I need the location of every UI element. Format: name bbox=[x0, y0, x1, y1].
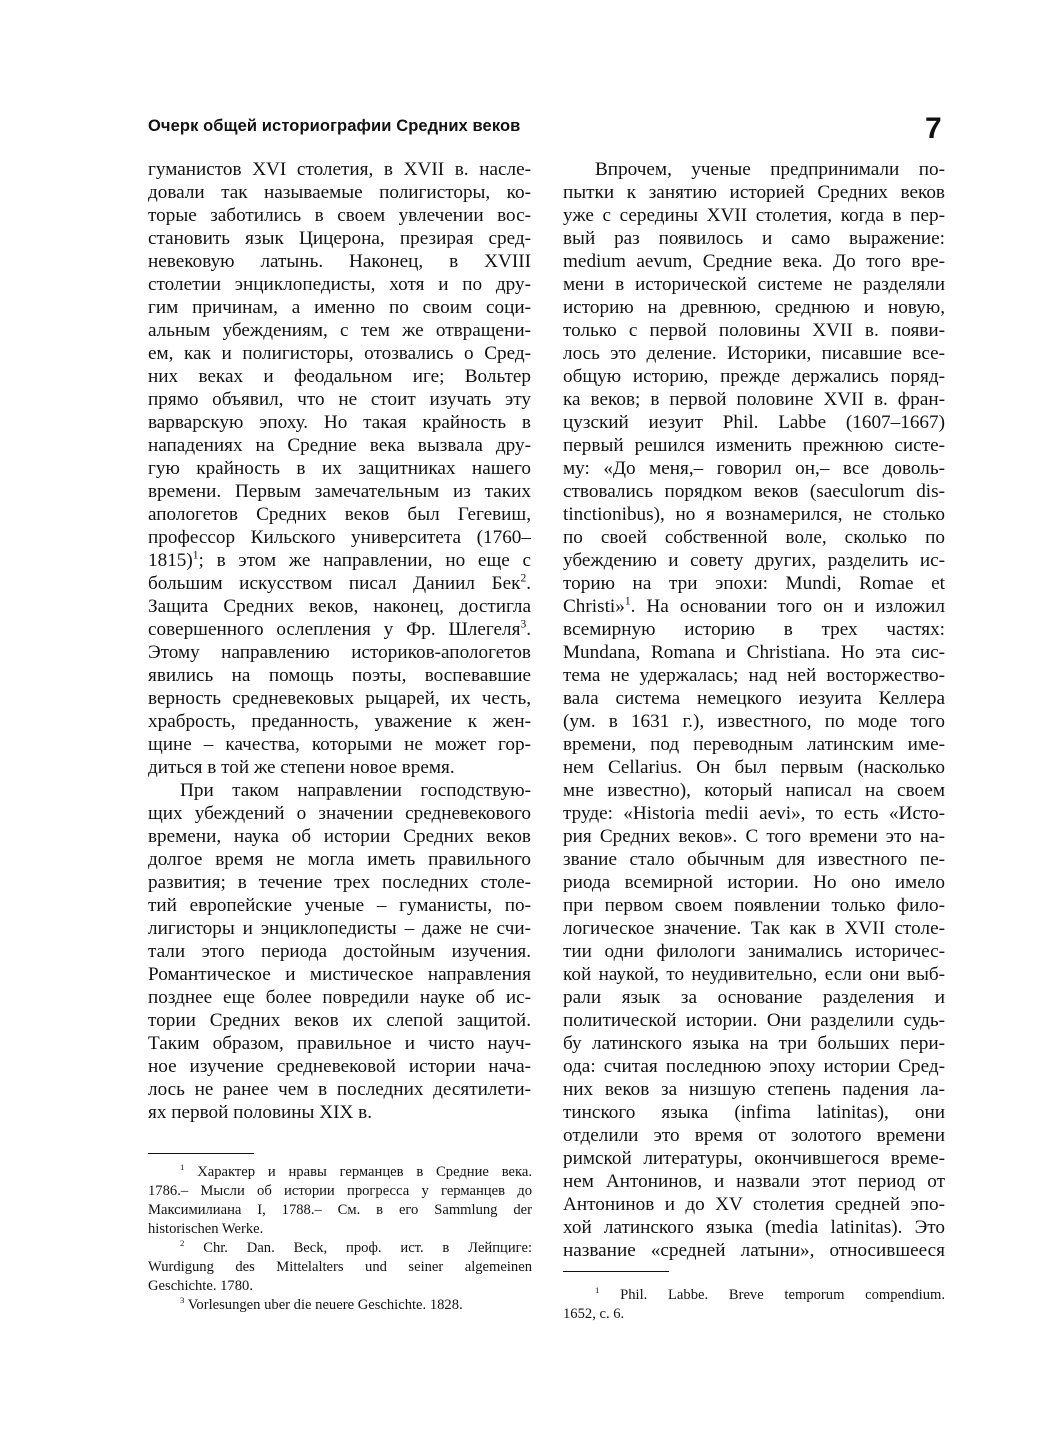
right-column-line bbox=[563, 871, 945, 894]
footnote-marker: 1 bbox=[180, 1162, 185, 1173]
right-column-line bbox=[563, 181, 945, 204]
line-text: политической истории. Они разделили судь- bbox=[563, 1010, 945, 1031]
right-column-line bbox=[563, 457, 945, 480]
running-header-title: Очерк общей историографии Средних веков bbox=[148, 117, 521, 135]
right-column-line bbox=[563, 917, 945, 940]
left-column-line bbox=[148, 549, 531, 572]
right-column-line bbox=[563, 480, 945, 503]
line-text: только с первой половины XVII в. появи- bbox=[563, 320, 945, 341]
left-column-line bbox=[148, 779, 531, 802]
line-text: рали язык за основание разделения и bbox=[563, 987, 945, 1008]
left-column-line bbox=[148, 273, 531, 296]
right-column-line bbox=[563, 1170, 945, 1193]
left-column-line bbox=[148, 802, 531, 825]
line-text: пытки к занятию историей Средних веков bbox=[563, 182, 945, 203]
footnote-marker: 2 bbox=[180, 1238, 185, 1249]
line-text: апологетов Средних веков был Гегевиш, bbox=[148, 504, 531, 525]
line-text: щих убеждений о значении средневекового bbox=[148, 803, 531, 824]
line-text: довали так называемые полигисторы, ко- bbox=[148, 182, 531, 203]
line-text: тории Средних веков их слепой защитой. bbox=[148, 1010, 531, 1031]
right-column-line bbox=[563, 1101, 945, 1124]
left-column-line bbox=[148, 296, 531, 319]
left-column-line bbox=[148, 204, 531, 227]
left-column-line bbox=[148, 756, 531, 779]
line-text: первый решился изменить прежнюю систе- bbox=[563, 435, 945, 456]
right-column-line bbox=[563, 204, 945, 227]
right-column-line bbox=[563, 963, 945, 986]
line-text: становить язык Цицерона, презирая сред- bbox=[148, 228, 531, 249]
line-text: ем, как и полигисторы, отозвались о Сред- bbox=[148, 343, 531, 364]
right-column-line bbox=[563, 848, 945, 871]
line-text: варварскую эпоху. Но такая крайность в bbox=[148, 412, 531, 433]
line-text: развития; в течение трех последних столе- bbox=[148, 872, 531, 893]
line-text: позднее еще более повредили науке об ис- bbox=[148, 987, 531, 1008]
line-text: Впрочем, ученые предпринимали по- bbox=[595, 159, 945, 180]
line-text-continued: Chr. Dan. Beck, проф. ист. в Лейпциге: bbox=[184, 1240, 532, 1256]
right-column-line bbox=[563, 1032, 945, 1055]
line-text: Романтическое и мистическое направления bbox=[148, 964, 531, 985]
right-column-line bbox=[563, 710, 945, 733]
right-column-line bbox=[563, 1216, 945, 1239]
line-text: риода всемирной истории. Но оно имело bbox=[563, 872, 945, 893]
right-column-line bbox=[563, 296, 945, 319]
left-column-line bbox=[148, 227, 531, 250]
line-text: альным убеждениям, с тем же отвращени- bbox=[148, 320, 531, 341]
line-text: (ум. в 1631 г.), известного, по моде того bbox=[563, 711, 945, 732]
line-text-continued: . bbox=[526, 573, 531, 594]
left-column-line bbox=[148, 595, 531, 618]
line-text: кой наукой, то неудивительно, если они выб- bbox=[563, 964, 945, 985]
line-text: историю на древнюю, среднюю и новую, bbox=[563, 297, 945, 318]
right-column-line bbox=[563, 503, 945, 526]
right-column-line bbox=[563, 388, 945, 411]
line-text: большим искусством писал Даниил Бек bbox=[148, 573, 521, 594]
footnote-marker: 1 bbox=[595, 1285, 600, 1296]
left-footnote-line bbox=[148, 1258, 532, 1277]
line-text: ка веков; в первой половине XVII в. фран- bbox=[563, 389, 945, 410]
line-text: них веков за низшую степень падения ла- bbox=[563, 1079, 945, 1100]
line-text-continued: Phil. Labbe. Breve temporum compendium. bbox=[599, 1287, 945, 1303]
line-text-continued: ; в этом же направлении, но еще с bbox=[198, 550, 531, 571]
left-footnote-line bbox=[148, 1182, 532, 1201]
footnote-marker: 2 bbox=[520, 572, 527, 585]
right-column-line bbox=[563, 1124, 945, 1147]
left-column-line bbox=[148, 365, 531, 388]
line-text: времени, под переводным латинским име- bbox=[563, 734, 945, 755]
line-text-continued: . bbox=[526, 619, 531, 640]
right-column-line bbox=[563, 733, 945, 756]
line-text: Mundana, Romana и Christiana. Но эта сис- bbox=[563, 642, 945, 663]
left-column-line bbox=[148, 480, 531, 503]
line-text-continued: . На основании того он и изложил bbox=[630, 596, 945, 617]
right-column-line bbox=[563, 595, 945, 618]
line-text: времени. Первым замечательным из таких bbox=[148, 481, 531, 502]
left-column-line bbox=[148, 986, 531, 1009]
line-text: тинского языка (infima latinitas), они bbox=[563, 1102, 945, 1123]
right-column-line bbox=[563, 940, 945, 963]
left-footnote-line bbox=[148, 1163, 532, 1182]
line-text: ствовались порядком веков (saeculorum dis- bbox=[563, 481, 945, 502]
line-text: явились на помощь поэты, воспевавшие bbox=[148, 665, 531, 686]
line-text: tinctionibus), но я вознамерился, не столько bbox=[563, 504, 945, 525]
right-column-line bbox=[563, 779, 945, 802]
line-text: звание стало обычным для известного пе- bbox=[563, 849, 945, 870]
left-footnote-line bbox=[148, 1239, 532, 1258]
line-text: долгое время не могла иметь правильного bbox=[148, 849, 531, 870]
left-column-line bbox=[148, 871, 531, 894]
footnote-separator-right bbox=[563, 1271, 669, 1272]
line-text: му: «До меня,– говорил он,– все доволь- bbox=[563, 458, 945, 479]
line-text: вый раз появилось и само выражение: bbox=[563, 228, 945, 249]
line-text: торые заботились в своем увлечении вос- bbox=[148, 205, 531, 226]
right-column-line bbox=[563, 549, 945, 572]
left-column-line bbox=[148, 250, 531, 273]
left-column-line bbox=[148, 158, 531, 181]
left-column-line bbox=[148, 572, 531, 595]
line-text: medium aevum, Средние века. До того вре- bbox=[563, 251, 945, 272]
left-column-line bbox=[148, 1101, 531, 1124]
line-text: гую крайность в их защитниках нашего bbox=[148, 458, 531, 479]
line-text: вала система немецкого иезуита Келлера bbox=[563, 688, 945, 709]
line-text: торию на три эпохи: Mundi, Romae et bbox=[563, 573, 945, 594]
line-text: 1815) bbox=[148, 550, 193, 571]
line-text: Этому направлению историков-апологетов bbox=[148, 642, 531, 663]
left-column-line bbox=[148, 917, 531, 940]
line-text: 1652, с. 6. bbox=[563, 1306, 625, 1322]
line-text: верность средневековых рыцарей, их честь, bbox=[148, 688, 531, 709]
line-text: невековую латынь. Наконец, в XVIII bbox=[148, 251, 531, 272]
left-column-line bbox=[148, 411, 531, 434]
right-column-line bbox=[563, 250, 945, 273]
line-text: ях первой половины XIX в. bbox=[148, 1102, 373, 1123]
left-column-line bbox=[148, 687, 531, 710]
line-text: Geschichte. 1780. bbox=[148, 1278, 253, 1294]
right-footnote-line bbox=[563, 1305, 945, 1324]
line-text: Таким образом, правильное и чисто науч- bbox=[148, 1033, 531, 1054]
left-column-line bbox=[148, 526, 531, 549]
left-column-line bbox=[148, 181, 531, 204]
right-column-line bbox=[563, 158, 945, 181]
line-text: 1786.– Мысли об истории прогресса у германцев до bbox=[148, 1183, 532, 1199]
line-text: них веках и феодальном иге; Вольтер bbox=[148, 366, 531, 387]
right-text-column bbox=[563, 158, 945, 1262]
line-text: Антонинов и до XV столетия средней эпо- bbox=[563, 1194, 945, 1215]
right-column-line bbox=[563, 1055, 945, 1078]
line-text: времени, наука об истории Средних веков bbox=[148, 826, 531, 847]
line-text: бу латинского языка на три больших пери- bbox=[563, 1033, 945, 1054]
line-text: столетии энциклопедисты, хотя и по дру- bbox=[148, 274, 531, 295]
left-column-line bbox=[148, 342, 531, 365]
left-column-line bbox=[148, 503, 531, 526]
line-text: Wurdigung des Mittelalters und seiner algemeinen bbox=[148, 1259, 532, 1275]
footnote-separator-left bbox=[148, 1153, 254, 1154]
left-footnote-line bbox=[148, 1201, 532, 1220]
line-text: ное изучение средневековой истории нача- bbox=[148, 1056, 531, 1077]
right-column-line bbox=[563, 1147, 945, 1170]
line-text: нем Cellarius. Он был первым (насколько bbox=[563, 757, 945, 778]
line-text: при первом своем появлении только фило- bbox=[563, 895, 945, 916]
line-text: лигисторы и энциклопедисты – даже не счи- bbox=[148, 918, 531, 939]
right-column-line bbox=[563, 618, 945, 641]
line-text: гим причинам, а именно по своим соци- bbox=[148, 297, 531, 318]
right-column-line bbox=[563, 1078, 945, 1101]
left-column-line bbox=[148, 733, 531, 756]
line-text: щине – качества, которыми не может гор- bbox=[148, 734, 531, 755]
left-footnote-line bbox=[148, 1296, 532, 1315]
left-column-line bbox=[148, 1055, 531, 1078]
footnote-marker: 1 bbox=[192, 549, 199, 562]
right-column-line bbox=[563, 664, 945, 687]
line-text: нем Антонинов, и назвали этот период от bbox=[563, 1171, 945, 1192]
line-text: хой латинского языка (media latinitas). Это bbox=[563, 1217, 945, 1238]
line-text: уже с середины XVII столетия, когда в пер- bbox=[563, 205, 945, 226]
left-column-line bbox=[148, 319, 531, 342]
footnote-marker: 1 bbox=[624, 595, 631, 608]
footnote-marker: 3 bbox=[520, 618, 527, 631]
right-column-line bbox=[563, 1193, 945, 1216]
left-column-line bbox=[148, 1078, 531, 1101]
line-text: ода: считая последнюю эпоху истории Сред- bbox=[563, 1056, 945, 1077]
line-text: совершенного ослепления у Фр. Шлегеля bbox=[148, 619, 521, 640]
right-footnotes bbox=[563, 1286, 945, 1324]
right-column-line bbox=[563, 1239, 945, 1262]
line-text: Christi» bbox=[563, 596, 625, 617]
line-text: храбрость, преданность, уважение к жен- bbox=[148, 711, 531, 732]
right-column-line bbox=[563, 986, 945, 1009]
right-column-line bbox=[563, 411, 945, 434]
left-column-line bbox=[148, 618, 531, 641]
line-text: название «средней латыни», относившееся bbox=[563, 1240, 945, 1261]
right-column-line bbox=[563, 1009, 945, 1032]
right-column-line bbox=[563, 227, 945, 250]
right-column-line bbox=[563, 641, 945, 664]
left-column-line bbox=[148, 388, 531, 411]
line-text: нападениях на Средние века вызвала дру- bbox=[148, 435, 531, 456]
right-column-line bbox=[563, 756, 945, 779]
left-column-line bbox=[148, 825, 531, 848]
line-text: Максимилиана I, 1788.– См. в его Sammlung der bbox=[148, 1202, 532, 1218]
right-column-line bbox=[563, 802, 945, 825]
right-column-line bbox=[563, 342, 945, 365]
right-column-line bbox=[563, 825, 945, 848]
line-text: тема не удержалась; над ней восторжество- bbox=[563, 665, 945, 686]
left-column-line bbox=[148, 1032, 531, 1055]
left-footnotes bbox=[148, 1163, 532, 1315]
left-column-line bbox=[148, 434, 531, 457]
line-text: гуманистов XVI столетия, в XVII в. насле- bbox=[148, 159, 531, 180]
line-text-continued: Характер и нравы германцев в Средние века. bbox=[184, 1164, 532, 1180]
left-column-line bbox=[148, 940, 531, 963]
line-text: убеждению и совету других, разделить ис- bbox=[563, 550, 945, 571]
right-column-line bbox=[563, 273, 945, 296]
line-text: общую историю, прежде держались поряд- bbox=[563, 366, 945, 387]
line-text: логическое значение. Так как в XVII столе- bbox=[563, 918, 945, 939]
left-footnote-line bbox=[148, 1220, 532, 1239]
left-column-line bbox=[148, 848, 531, 871]
left-column-line bbox=[148, 641, 531, 664]
right-footnote-line bbox=[563, 1286, 945, 1305]
line-text: по своей собственной воле, сколько по bbox=[563, 527, 945, 548]
left-column-line bbox=[148, 963, 531, 986]
line-text: римской литературы, окончившегося време- bbox=[563, 1148, 945, 1169]
right-column-line bbox=[563, 687, 945, 710]
right-column-line bbox=[563, 894, 945, 917]
line-text: При таком направлении господствую- bbox=[180, 780, 531, 801]
left-column-line bbox=[148, 457, 531, 480]
line-text: рия Средних веков». С того времени это на- bbox=[563, 826, 945, 847]
right-column-line bbox=[563, 434, 945, 457]
line-text: тали этого периода достойным изучения. bbox=[148, 941, 531, 962]
right-column-line bbox=[563, 526, 945, 549]
left-column-line bbox=[148, 710, 531, 733]
line-text: диться в той же степени новое время. bbox=[148, 757, 455, 778]
left-footnote-line bbox=[148, 1277, 532, 1296]
line-text: прямо объявил, что не стоит изучать эту bbox=[148, 389, 531, 410]
left-column-line bbox=[148, 1009, 531, 1032]
line-text: мне известно), который написал на своем bbox=[563, 780, 945, 801]
line-text: труде: «Historia medii aevi», то есть «Исто- bbox=[563, 803, 945, 824]
right-column-line bbox=[563, 319, 945, 342]
right-column-line bbox=[563, 572, 945, 595]
left-column-line bbox=[148, 894, 531, 917]
line-text: цузский иезуит Phil. Labbe (1607–1667) bbox=[563, 412, 945, 433]
line-text: historischen Werke. bbox=[148, 1221, 264, 1237]
line-text: лось это деление. Историки, писавшие все- bbox=[563, 343, 945, 364]
line-text: всемирную историю в трех частях: bbox=[563, 619, 945, 640]
footnote-marker: 3 bbox=[180, 1295, 185, 1306]
left-column-line bbox=[148, 664, 531, 687]
line-text-continued: Vorlesungen uber die neuere Geschichte. 1828. bbox=[184, 1297, 463, 1313]
line-text: лось не ранее чем в последних десятилети- bbox=[148, 1079, 531, 1100]
left-text-column bbox=[148, 158, 531, 1124]
line-text: отделили это время от золотого времени bbox=[563, 1125, 945, 1146]
right-column-line bbox=[563, 365, 945, 388]
line-text: тии одни филологи занимались историчес- bbox=[563, 941, 945, 962]
line-text: тий европейские ученые – гуманисты, по- bbox=[148, 895, 531, 916]
page-number: 7 bbox=[925, 112, 942, 145]
line-text: мени в исторической системе не разделяли bbox=[563, 274, 945, 295]
line-text: профессор Кильского университета (1760– bbox=[148, 527, 531, 548]
line-text: Защита Средних веков, наконец, достигла bbox=[148, 596, 531, 617]
